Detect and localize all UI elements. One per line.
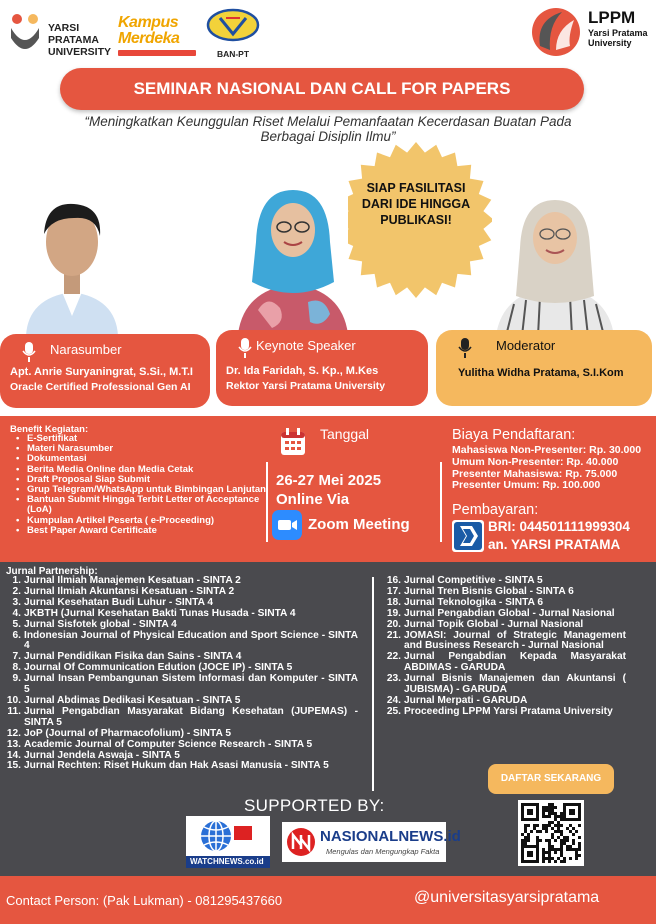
speaker-role: Narasumber — [50, 342, 122, 357]
benefit-item: • Grup Telegram/WhatsApp untuk Bimbingan Lanjutan — [14, 485, 266, 495]
journal-name: Jurnal Ilmiah Akuntansi Kesatuan - SINTA 2 — [24, 585, 235, 597]
journal-item — [6, 674, 358, 696]
journal-item — [6, 707, 358, 729]
benefit-item: • Draft Proposal Siap Submit — [14, 475, 266, 485]
journal-number: 9. — [12, 673, 21, 685]
benefit-item: • Materi Narasumber — [14, 444, 266, 454]
journal-item — [386, 631, 626, 653]
bank-holder: an. YARSI PRATAMA — [488, 537, 621, 552]
journal-number: 20. — [386, 618, 401, 630]
journal-name: Jurnal Ilmiah Manajemen Kesatuan - SINTA 2 — [24, 575, 241, 586]
journal-number: 23. — [386, 673, 401, 685]
speaker-affiliation: Oracle Certified Professional Gen AI — [10, 381, 191, 393]
journal-name: Jurnal Pengabdian Kepada Masyarakat ABDIMAS - GARUDA — [404, 651, 626, 674]
journal-name: Jurnal Teknologika - SINTA 6 — [404, 596, 544, 608]
bank-bri-logo-icon — [452, 520, 484, 552]
journal-number: 1. — [12, 575, 21, 586]
journal-name: Journal Of Communication Edution (JOCE IP) - SINTA 5 — [24, 662, 293, 674]
fees-title: Biaya Pendaftaran: — [452, 427, 576, 443]
speaker-name: Yulitha Widha Pratama, S.I.Kom — [458, 367, 624, 379]
banpt-emblem-icon — [206, 8, 260, 42]
journal-number: 25. — [386, 705, 401, 717]
journal-item — [386, 707, 626, 718]
benefit-item: • E-Sertifikat — [14, 434, 266, 444]
journal-list-right — [386, 576, 626, 718]
benefit-item: • Best Paper Award Certificate — [14, 526, 266, 536]
calendar-icon — [280, 428, 306, 456]
journal-number: 19. — [386, 607, 401, 619]
fee-item: Umum Non-Presenter: Rp. 40.000 — [452, 455, 619, 468]
speaker-name: Apt. Anrie Suryaningrat, S.Si., M.T.I — [10, 366, 193, 378]
watchnews-logo — [186, 816, 270, 868]
nasionalnews-text: NASIONALNEWS.id — [320, 828, 461, 845]
journal-number: 12. — [6, 727, 21, 739]
journal-number: 24. — [386, 694, 401, 706]
microphone-icon — [458, 338, 472, 358]
speaker-card-moderator — [436, 330, 652, 406]
event-platform: Zoom Meeting — [308, 516, 410, 533]
divider — [440, 462, 442, 542]
journal-item — [386, 674, 626, 696]
instagram-handle[interactable]: @universitasyarsipratama — [414, 889, 600, 906]
speaker-card-keynote — [216, 330, 428, 406]
university-name: YARSI PRATAMA UNIVERSITY — [48, 22, 112, 58]
journal-name: Jurnal Pendidikan Fisika dan Sains - SINTA 4 — [24, 651, 242, 663]
journal-name: Jurnal Pengabdian Masyarakat Bidang Kesehatan (JUPEMAS) - SINTA 5 — [24, 705, 358, 728]
lppm-logo-icon — [528, 6, 584, 58]
kampus-merdeka-logo: Kampus Merdeka — [118, 14, 202, 58]
journal-name: Jurnal Abdimas Dedikasi Kesatuan - SINTA 5 — [24, 694, 241, 706]
event-theme: “Meningkatkan Keunggulan Riset Melalui Pemanfaatan Kecerdasan Buatan Pada Berbagai Disiplin Ilmu” — [84, 114, 572, 144]
fees-list — [452, 445, 641, 492]
speaker-photo-narasumber — [18, 176, 126, 336]
journal-list-left — [6, 576, 358, 772]
journal-number: 18. — [386, 596, 401, 608]
journal-name: JOMASI: Journal of Strategic Management and Business Research - Jurnal Nasional — [404, 629, 626, 652]
journal-name: Jurnal Competitive - SINTA 5 — [404, 575, 543, 586]
benefit-item: • Bantuan Submit Hingga Terbit Letter of Acceptance (LoA) — [14, 495, 266, 515]
fee-item: Presenter Umum: Rp. 100.000 — [452, 479, 601, 492]
journal-name: Jurnal Rechten: Riset Hukum dan Hak Asasi Manusia - SINTA 5 — [24, 760, 329, 772]
microphone-icon — [238, 338, 252, 358]
journal-name: Jurnal Topik Global - Jurnal Nasional — [404, 618, 584, 630]
journal-number: 2. — [12, 585, 21, 597]
contact-person: Contact Person: (Pak Lukman) - 081295437660 — [6, 893, 283, 908]
speaker-card-narasumber — [0, 334, 210, 408]
journal-number: 5. — [12, 618, 21, 630]
qr-code-icon[interactable] — [518, 800, 584, 866]
journal-name: Jurnal Pengabdian Global - Jurnal Nasional — [404, 607, 615, 619]
lppm-title: LPPM Yarsi Pratama University — [588, 8, 648, 48]
journal-name: JKBTH (Jurnal Kesehatan Bakti Tunas Husada - SINTA 4 — [24, 607, 296, 619]
payment-title: Pembayaran: — [452, 502, 539, 518]
microphone-icon — [22, 342, 36, 362]
register-button[interactable]: DAFTAR SEKARANG — [488, 764, 614, 794]
zoom-icon — [272, 510, 302, 540]
journal-name: JoP (Journal of Pharmacofolium) - SINTA 5 — [24, 727, 231, 739]
nn-emblem-icon — [286, 827, 316, 857]
journal-number: 16. — [386, 575, 401, 586]
journal-number: 21. — [386, 629, 401, 641]
journal-name: Jurnal Insan Pembangunan Sistem Informasi dan Komputer - SINTA 5 — [24, 673, 358, 696]
journal-name: Jurnal Merpati - GARUDA — [404, 694, 528, 706]
benefit-item: • Dokumentasi — [14, 454, 266, 464]
journal-item — [6, 631, 358, 653]
journal-number: 14. — [6, 749, 21, 761]
date-label: Tanggal — [320, 426, 370, 442]
badge-text: SIAP FASILITASI DARI IDE HINGGA PUBLIKASI! — [361, 181, 471, 227]
journal-item — [386, 652, 626, 674]
journal-name: Academic Journal of Computer Science Research - SINTA 5 — [24, 738, 313, 750]
journal-number: 13. — [6, 738, 21, 750]
journal-number: 10. — [6, 694, 21, 706]
speaker-photo-keynote — [238, 182, 348, 334]
journal-item — [6, 761, 358, 772]
event-via: Online Via — [276, 491, 350, 508]
journal-number: 8. — [12, 662, 21, 674]
event-date: 26-27 Mei 2025 — [276, 472, 382, 489]
journal-name: Jurnal Sisfotek global - SINTA 4 — [24, 618, 177, 630]
fee-item: Mahasiswa Non-Presenter: Rp. 30.000 — [452, 444, 642, 456]
speaker-role: Moderator — [496, 338, 556, 353]
benefits-title: Benefit Kegiatan: — [10, 424, 89, 435]
journal-name: Indonesian Journal of Physical Education and Sport Science - SINTA 4 — [24, 629, 358, 652]
nasionalnews-tagline: Mengulas dan Mengungkap Fakta — [326, 847, 440, 856]
journal-number: 4. — [12, 607, 21, 619]
nasionalnews-logo — [282, 822, 461, 862]
yarsi-logo-icon — [8, 12, 42, 58]
journal-name: Jurnal Tren Bisnis Global - SINTA 6 — [404, 585, 574, 597]
bank-account: BRI: 044501111999304 — [488, 519, 630, 534]
journal-number: 7. — [12, 651, 21, 663]
journal-number: 15. — [6, 760, 21, 772]
journal-number: 3. — [12, 596, 21, 608]
journals-title: Jurnal Partnership: — [6, 566, 98, 577]
journal-name: Jurnal Bisnis Manajemen dan Akuntansi ( JUBISMA) - GARUDA — [404, 673, 626, 696]
speaker-photo-moderator — [492, 192, 618, 336]
supported-by-title: SUPPORTED BY: — [244, 796, 385, 815]
watchnews-text: WATCHNEWS.co.id — [190, 857, 264, 866]
journal-number: 6. — [12, 629, 21, 641]
event-title: SEMINAR NASIONAL DAN CALL FOR PAPERS — [60, 68, 584, 110]
journal-number: 22. — [386, 651, 401, 663]
speaker-affiliation: Rektor Yarsi Pratama University — [226, 380, 386, 392]
speaker-role: Keynote Speaker — [256, 338, 356, 353]
divider — [266, 462, 268, 542]
benefits-list — [14, 434, 266, 536]
journal-name: Jurnal Jendela Aswaja - SINTA 5 — [24, 749, 180, 761]
journal-name: Proceeding LPPM Yarsi Pratama University — [404, 705, 613, 717]
benefit-item: • Berita Media Online dan Media Cetak — [14, 465, 266, 475]
journal-number: 11. — [7, 705, 21, 717]
speaker-name: Dr. Ida Faridah, S. Kp., M.Kes — [226, 365, 379, 377]
benefit-item: • Kumpulan Artikel Peserta ( e-Proceeding) — [14, 516, 266, 526]
divider — [372, 577, 374, 791]
journal-name: Jurnal Kesehatan Budi Luhur - SINTA 4 — [24, 596, 214, 608]
journal-number: 17. — [386, 585, 401, 597]
fee-item: Presenter Mahasiswa: Rp. 75.000 — [452, 467, 618, 480]
banpt-logo: BAN-PT — [206, 8, 260, 58]
